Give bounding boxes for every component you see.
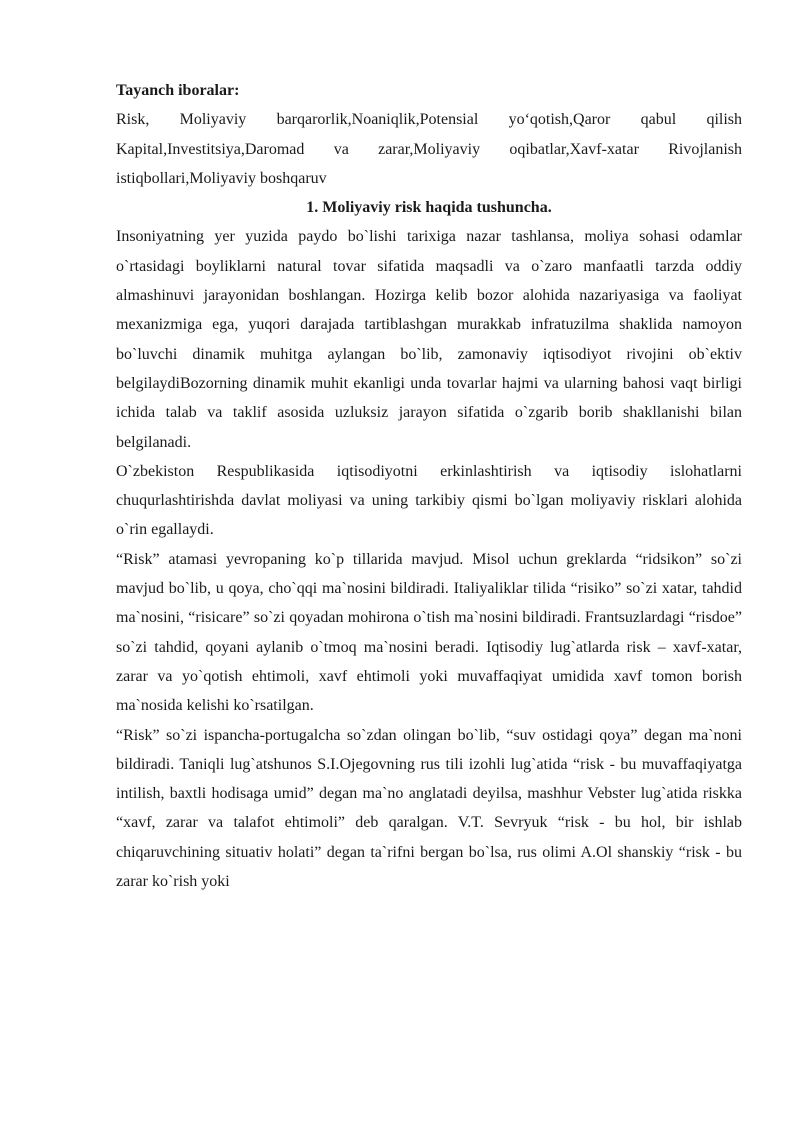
paragraph: “Risk” atamasi yevropaning ko`p tillarida mavjud. Misol uchun greklarda “ridsikon” so`zi mavjud bo`lib, u qoya, cho`qqi ma`nosini bildiradi. Italiyaliklar tilida “risiko” so`zi xatar, tahdid ma`nosini, “risicare” so`zi qoyadan mohirona o`tish ma`nosini bildiradi. Frantsuzlardagi “risdoe” so`zi tahdid, qoyani aylanib o`tmoq ma`nosini beradi. Iqtisodiy lug`atlarda risk – xavf-xatar, zarar va yo`qotish ehtimoli, xavf ehtimoli yoki muvaffaqiyat umidida xavf tomon borish ma`nosida kelishi ko`rsatilgan. bbox=[116, 550, 742, 715]
section-title: 1. Moliyaviy risk haqida tushuncha. bbox=[306, 199, 552, 217]
keywords-text: Risk, Moliyaviy barqarorlik,Noaniqlik,Potensial yo‘qotish,Qaror qabul qilish Kapital,Investitsiya,Daromad va zarar,Moliyaviy oqibatlar,Xavf-xatar Rivojlanish istiqbollari,Moliyaviy boshqaruv bbox=[116, 111, 742, 187]
paragraph: O`zbekiston Respublikasida iqtisodiyotni erkinlashtirish va iqtisodiy islohatlarni chuqurlashtirishda davlat moliyasi va uning tarkibiy qismi bo`lgan moliyaviy risklari alohida o`rin egallaydi. bbox=[116, 462, 742, 539]
document-page bbox=[116, 76, 742, 896]
keywords-heading: Tayanch iboralar: bbox=[116, 82, 240, 99]
paragraph: “Risk” so`zi ispancha-portugalcha so`zdan olingan bo`lib, “suv ostidagi qoya” degan ma`noni bildiradi. Taniqli lug`atshunos S.I.Ojegovning rus tili izohli lug`atida “risk - bu muvaffaqiyatga intilish, baxtli hodisaga umid” degan ma`no anglatadi deyilsa, mashhur Vebster lug`atida riskka “xavf, zarar va talafot ehtimoli” deb qaralgan. V.T. Sevryuk “risk - bu hol, bir ishlab chiqaruvchining situativ holati” degan ta`rifni bergan bo`lsa, rus olimi A.Ol shanskiy “risk - bu zarar ko`rish yoki bbox=[116, 726, 742, 891]
paragraph: Insoniyatning yer yuzida paydo bo`lishi tarixiga nazar tashlansa, moliya sohasi odamlar o`rtasidagi boyliklarni natural tovar sifatida maqsadli va o`zaro manfaatli tarzda oddiy almashinuvi jarayonidan boshlangan. Hozirga kelib bozor alohida nazariyasiga va faoliyat mexanizmiga ega, yuqori darajada tartiblashgan murakkab infratuzilma shaklida namoyon bo`luvchi dinamik muhitga aylangan bo`lib, zamonaviy iqtisodiyot rivojini ob`ektiv belgilaydiBozorning dinamik muhit ekanligi unda tovarlar hajmi va ularning bahosi vaqt birligi ichida talab va taklif asosida uzluksiz jarayon sifatida o`zgarib borib shakllanishi bilan belgilanadi. bbox=[116, 228, 742, 451]
